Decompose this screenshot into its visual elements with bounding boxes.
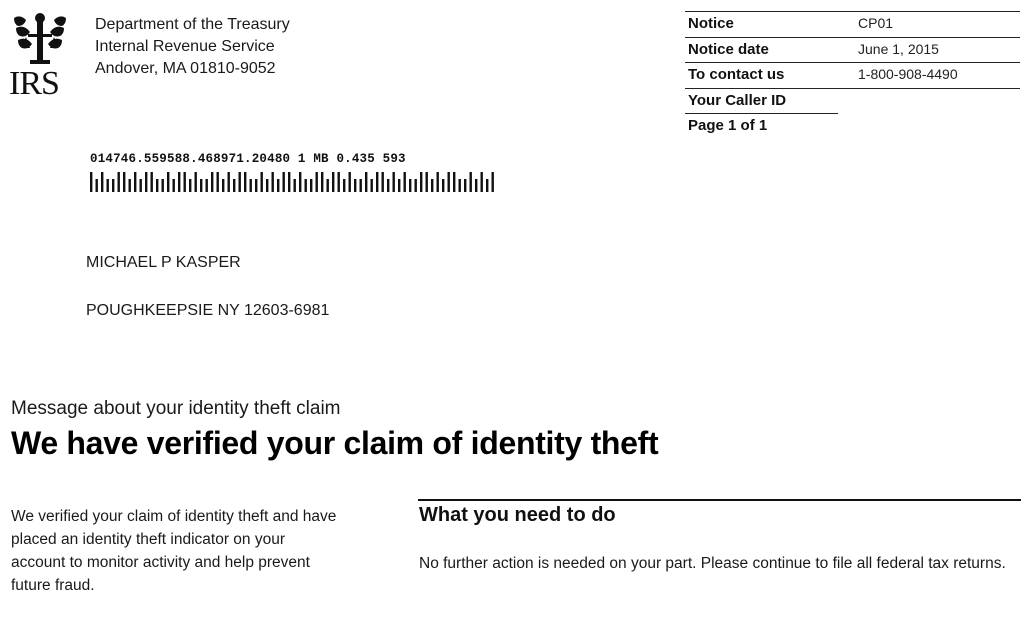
contact-phone: 1-800-908-4490 <box>858 66 958 83</box>
agency-address <box>95 14 290 80</box>
barcode-bar <box>294 179 296 192</box>
agency-line-department: Department of the Treasury <box>95 16 290 33</box>
barcode-bar <box>420 172 422 192</box>
barcode-bar <box>228 172 230 192</box>
what-to-do-text: No further action is needed on your part. Please continue to file all federal tax returns. <box>419 555 1006 572</box>
notice-label: Notice <box>688 15 734 32</box>
barcode-bar <box>211 172 213 192</box>
barcode-bar <box>189 179 191 192</box>
barcode-bar <box>437 172 439 192</box>
barcode-bar <box>486 179 488 192</box>
barcode-bar <box>184 172 186 192</box>
barcode-bar <box>173 179 175 192</box>
contact-row <box>685 62 1020 88</box>
barcode-bar <box>371 179 373 192</box>
irs-logo <box>8 12 72 102</box>
barcode-bar <box>354 179 356 192</box>
barcode-bar <box>134 172 136 192</box>
agency-line-service: Internal Revenue Service <box>95 38 275 55</box>
notice-date-row <box>685 37 1020 63</box>
barcode-bar <box>431 179 433 192</box>
postal-barcode <box>90 172 500 192</box>
barcode-bar <box>206 179 208 192</box>
barcode-bar <box>107 179 109 192</box>
message-body: We verified your claim of identity theft and have placed an identity theft indicator on your account to monitor activity and help prevent future fraud. <box>11 508 337 594</box>
message-subtitle: Message about your identity theft claim <box>11 398 341 419</box>
barcode-bar <box>481 172 483 192</box>
barcode-bar <box>156 179 158 192</box>
barcode-bar <box>360 179 362 192</box>
barcode-bar <box>200 179 202 192</box>
barcode-bar <box>393 172 395 192</box>
barcode-bar <box>266 179 268 192</box>
eagle-seal-icon <box>10 12 70 68</box>
barcode-bar <box>453 172 455 192</box>
barcode-bar <box>310 179 312 192</box>
recipient-name: MICHAEL P KASPER <box>86 254 241 271</box>
barcode-bar <box>409 179 411 192</box>
barcode-bar <box>167 172 169 192</box>
barcode-bar <box>90 172 92 192</box>
barcode-bar <box>118 172 120 192</box>
barcode-bar <box>272 172 274 192</box>
barcode-bar <box>332 172 334 192</box>
caller-id-row <box>685 88 1020 114</box>
barcode-bar <box>233 179 235 192</box>
barcode-bar <box>376 172 378 192</box>
page-count-row <box>685 113 838 139</box>
caller-id-label: Your Caller ID <box>688 91 787 109</box>
irs-wordmark: IRS <box>9 65 59 102</box>
barcode-bar <box>222 179 224 192</box>
barcode-bar <box>338 172 340 192</box>
barcode-bar <box>492 172 494 192</box>
barcode-bar <box>475 179 477 192</box>
contact-label: To contact us <box>688 66 785 84</box>
barcode-bar <box>288 172 290 192</box>
barcode-bar <box>239 172 241 192</box>
barcode-bar <box>327 179 329 192</box>
barcode-bar <box>162 179 164 192</box>
barcode-bar <box>464 179 466 192</box>
barcode-bar <box>244 172 246 192</box>
agency-line-location: Andover, MA 01810-9052 <box>95 60 276 77</box>
notice-value: CP01 <box>858 15 894 31</box>
barcode-bar <box>316 172 318 192</box>
barcode-bar <box>343 179 345 192</box>
barcode-bar <box>459 179 461 192</box>
barcode-bar <box>250 179 252 192</box>
barcode-bar <box>261 172 263 192</box>
barcode-bar <box>442 179 444 192</box>
barcode-bar <box>415 179 417 192</box>
barcode-bar <box>178 172 180 192</box>
barcode-bar <box>470 172 472 192</box>
message-headline: We have verified your claim of identity theft <box>11 425 659 461</box>
barcode-bar <box>426 172 428 192</box>
barcode-bar <box>365 172 367 192</box>
barcode-bar <box>299 172 301 192</box>
barcode-bar <box>255 179 257 192</box>
barcode-bar <box>195 172 197 192</box>
barcode-bar <box>321 172 323 192</box>
section-divider <box>418 499 1021 501</box>
barcode-bar <box>96 179 98 192</box>
notice-date-label: Notice date <box>688 40 769 58</box>
barcode-bar <box>140 179 142 192</box>
barcode-bar <box>305 179 307 192</box>
page-count-label: Page 1 of 1 <box>688 117 768 135</box>
barcode-bar <box>123 172 125 192</box>
recipient-city-line: POUGHKEEPSIE NY 12603-6981 <box>86 302 330 319</box>
what-to-do-heading: What you need to do <box>419 504 616 526</box>
barcode-bar <box>145 172 147 192</box>
barcode-bar <box>382 172 384 192</box>
barcode-bar <box>387 179 389 192</box>
barcode-bar <box>398 179 400 192</box>
barcode-bar <box>101 172 103 192</box>
barcode-bar <box>129 179 131 192</box>
barcode-number: 014746.559588.468971.20480 1 MB 0.435 593 <box>90 152 406 166</box>
barcode-bar <box>277 179 279 192</box>
barcode-bar <box>112 179 114 192</box>
barcode-bar <box>151 172 153 192</box>
notice-info-table <box>685 11 1020 139</box>
notice-date-value: June 1, 2015 <box>858 40 939 57</box>
barcode-bar <box>217 172 219 192</box>
barcode-bar <box>404 172 406 192</box>
barcode-bar <box>349 172 351 192</box>
barcode-bar <box>283 172 285 192</box>
notice-row <box>685 11 1020 37</box>
barcode-bar <box>448 172 450 192</box>
